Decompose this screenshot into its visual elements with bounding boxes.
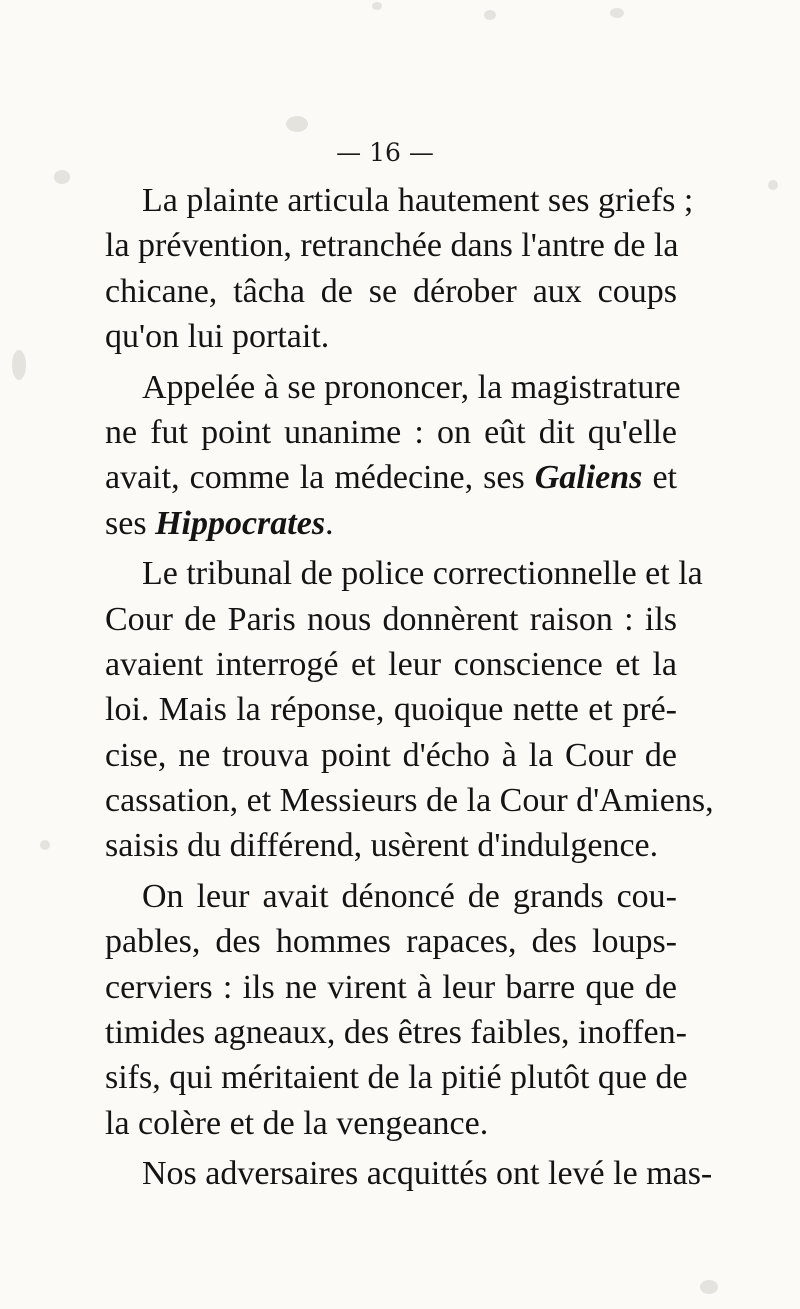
text-line: la colère et de la vengeance.: [105, 1104, 489, 1142]
text-line: cise, ne trouva point d'écho à la Cour de: [105, 736, 677, 774]
text-line: sifs, qui méritaient de la pitié plutôt que de: [105, 1059, 688, 1097]
italic-name-hippocrates: Hippocrates: [155, 504, 326, 542]
text-line: qu'on lui portait.: [105, 318, 330, 356]
page-number: — 16 —: [336, 138, 434, 167]
text-line: cerviers : ils ne virent à leur barre que de: [105, 968, 677, 1006]
text-line: pables, des hommes rapaces, des loups-: [105, 923, 677, 961]
text-run: .: [325, 504, 334, 542]
text-line: cassation, et Messieurs de la Cour d'Amiens,: [105, 782, 714, 820]
text-line: timides agneaux, des êtres faibles, inoffen-: [105, 1014, 687, 1052]
italic-name-galiens: Galiens: [534, 459, 643, 497]
text-line: [105, 501, 677, 546]
text-line: Appelée à se prononcer, la magistrature: [142, 368, 681, 406]
text-line: saisis du différend, usèrent d'indulgence.: [105, 827, 659, 865]
text-run: et: [642, 459, 677, 497]
text-line: avaient interrogé et leur conscience et la: [105, 645, 677, 683]
text-run: avait, comme la médecine, ses: [105, 459, 535, 497]
text-run: ses: [105, 504, 156, 542]
text-line: [105, 455, 677, 500]
text-line: Nos adversaires acquittés ont levé le mas-: [142, 1155, 713, 1193]
text-line: Cour de Paris nous donnèrent raison : ils: [105, 600, 677, 638]
text-line: La plainte articula hautement ses griefs ;: [142, 182, 694, 219]
text-line: Le tribunal de police correctionnelle et la: [142, 555, 703, 593]
text-line: la prévention, retranchée dans l'antre de la: [105, 227, 679, 265]
text-line: ne fut point unanime : on eût dit qu'elle: [105, 413, 677, 451]
text-line: loi. Mais la réponse, quoique nette et pré-: [105, 691, 677, 729]
body-text: [105, 178, 714, 1197]
text-line: chicane, tâcha de se dérober aux coups: [105, 272, 677, 310]
text-line: On leur avait dénoncé de grands cou-: [142, 877, 677, 915]
